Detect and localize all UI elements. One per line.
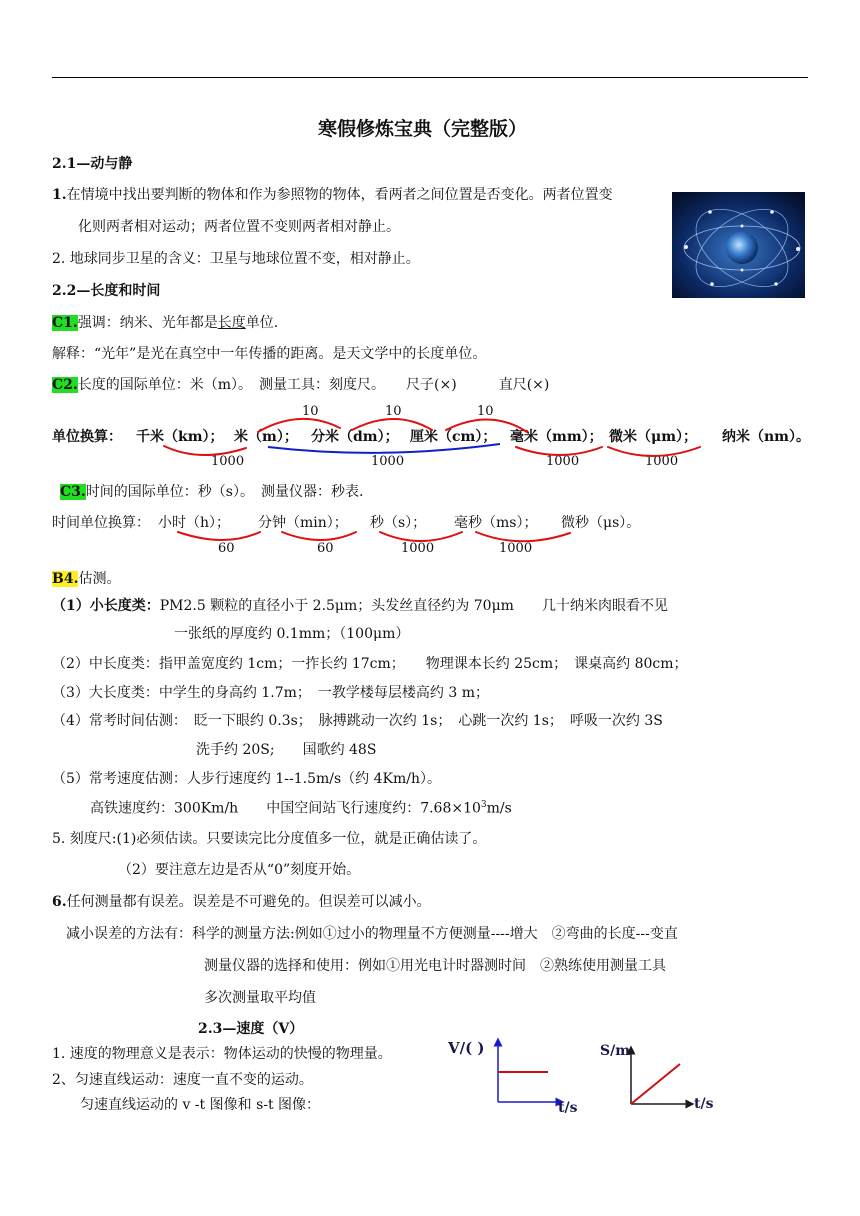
- section-heading-2-1: 2.1—动与静: [52, 156, 133, 172]
- time-unit-us: 微秒（μs）。: [561, 515, 641, 531]
- arc-h-min: [178, 532, 260, 540]
- paragraph-6-number: 6.: [52, 894, 67, 910]
- arc-s-ms: [380, 532, 462, 541]
- estimate-5-cont-a: 高铁速度约：300Km/h 中国空间站飞行速度约：7.68×10: [90, 800, 481, 817]
- c3-tag: C3.: [60, 484, 86, 500]
- arc-min-s: [282, 532, 356, 540]
- estimate-1-label: （1）小长度类：: [52, 598, 160, 614]
- estimate-2: （2）中长度类：指甲盖宽度约 1cm；一拃长约 17cm； 物理课本长约 25cm； 课桌高约 80cm；: [52, 656, 688, 672]
- page-title: 寒假修炼宝典（完整版）: [318, 118, 528, 140]
- st-graph: [598, 1036, 738, 1116]
- arc-ms-us: [476, 532, 570, 541]
- c1-post: 单位.: [245, 315, 279, 331]
- c1-pre: 强调：纳米、光年都是: [77, 315, 218, 331]
- paragraph-6-text: 任何测量都有误差。误差是不可避免的。但误差可以减小。: [66, 894, 431, 910]
- estimate-3: （3）大长度类：中学生的身高约 1.7m； 一教学楼每层楼高约 3 m；: [52, 685, 489, 701]
- vt-y-label: V/( ): [448, 1039, 485, 1057]
- arc-dm-cm: [352, 419, 432, 430]
- ratio-bottom-1: 1000: [211, 454, 245, 469]
- c1-underlined: 长度: [217, 315, 246, 331]
- b4-text: 估测。: [78, 571, 121, 587]
- reduce-error-2: 测量仪器的选择和使用：例如①用光电计时器测时间 ②熟练使用测量工具: [204, 958, 666, 974]
- paragraph-1-cont: 化则两者相对运动；两者位置不变则两者相对静止。: [78, 219, 400, 235]
- estimate-5-sup: 3: [480, 800, 487, 810]
- paragraph-1-text: 在情境中找出要判断的物体和作为参照物的物体，看两者之间位置是否变化。两者位置变: [66, 187, 613, 203]
- time-ratio-4: 1000: [499, 541, 533, 556]
- unit-dm: 分米（dm）；: [311, 429, 399, 445]
- unit-m: 米（m）；: [234, 429, 298, 445]
- unit-cm: 厘米（cm）；: [410, 429, 497, 445]
- arc-mm-um: [516, 447, 602, 455]
- unit-um: 微米（μm）；: [609, 429, 698, 445]
- ratio-bottom-2: 1000: [371, 454, 405, 469]
- c1-tag: C1.: [52, 315, 78, 331]
- time-unit-ms: 毫秒（ms）；: [454, 515, 538, 531]
- unit-label: 单位换算：: [52, 429, 122, 445]
- ratio-bottom-3: 1000: [546, 454, 580, 469]
- vt-graph: [440, 1036, 578, 1116]
- st-y-label: S/m: [600, 1043, 631, 1059]
- paragraph-2: 2. 地球同步卫星的含义：卫星与地球位置不变，相对静止。: [52, 251, 420, 267]
- paragraph-5: 5. 刻度尺:(1)必须估读。只要读完比分度值多一位，就是正确估读了。: [52, 831, 487, 847]
- unit-nm: 纳米（nm）。: [722, 429, 810, 445]
- velocity-point-3: 匀速直线运动的 v -t 图像和 s-t 图像：: [80, 1097, 321, 1113]
- velocity-point-1: 1. 速度的物理意义是表示：物体运动的快慢的物理量。: [52, 1046, 392, 1062]
- estimate-1-cont: 一张纸的厚度约 0.1mm；（100μm）: [174, 626, 410, 642]
- estimate-1-text: PM2.5 颗粒的直径小于 2.5μm；头发丝直径约为 70μm 几十纳米肉眼看不见: [159, 598, 668, 614]
- estimate-5: （5）常考速度估测：人步行速度约 1--1.5m/s（约 4Km/h）。: [52, 771, 441, 787]
- section-heading-2-3: 2.3—速度（V）: [198, 1021, 304, 1037]
- arc-km-m: [164, 446, 246, 455]
- arc-m-cm-blue: [268, 444, 500, 453]
- estimate-5-cont-b: m/s: [486, 800, 512, 817]
- st-x-label: t/s: [694, 1096, 714, 1112]
- c2-tag: C2.: [52, 377, 78, 393]
- c3-text: 时间的国际单位：秒（s）。 测量仪器：秒表.: [85, 484, 364, 500]
- time-unit-h: 小时（h）；: [158, 515, 231, 531]
- vt-x-label: t/s: [558, 1100, 578, 1116]
- velocity-point-2: 2、匀速直线运动：速度一直不变的运动。: [52, 1072, 313, 1088]
- reduce-error-1: 减小误差的方法有：科学的测量方法:例如①过小的物理量不方便测量----增大 ②弯曲的长度---变直: [66, 926, 678, 942]
- ratio-top-3: 10: [477, 404, 494, 419]
- arc-um-nm: [608, 447, 700, 456]
- c2-text: 长度的国际单位：米（m）。 测量工具：刻度尺。 尺子(×) 直尺(×): [77, 377, 550, 393]
- time-ratio-2: 60: [317, 541, 334, 556]
- time-ratio-3: 1000: [401, 541, 435, 556]
- ratio-bottom-4: 1000: [645, 454, 679, 469]
- unit-km: 千米（km）；: [136, 429, 224, 445]
- paragraph-1-number: 1.: [52, 187, 67, 203]
- arc-cm-mm: [446, 419, 527, 432]
- paragraph-5-cont: （2）要注意左边是否从“0”刻度开始。: [118, 862, 361, 878]
- estimate-4: （4）常考时间估测： 眨一下眼约 0.3s； 脉搏跳动一次约 1s； 心跳一次约 1s； 呼吸一次约 3S: [52, 713, 663, 729]
- reduce-error-3: 多次测量取平均值: [204, 990, 316, 1006]
- ratio-top-2: 10: [385, 404, 402, 419]
- section-heading-2-2: 2.2—长度和时间: [52, 283, 161, 299]
- time-label: 时间单位换算：: [52, 515, 150, 531]
- explanation: 解释：“光年”是光在真空中一年传播的距离。是天文学中的长度单位。: [52, 346, 487, 362]
- time-unit-s: 秒（s）；: [370, 515, 427, 531]
- b4-tag: B4.: [52, 571, 79, 587]
- time-ratio-1: 60: [218, 541, 235, 556]
- time-unit-min: 分钟（min）；: [258, 515, 348, 531]
- unit-mm: 毫米（mm）；: [510, 429, 603, 445]
- ratio-top-1: 10: [302, 404, 319, 419]
- st-line: [631, 1064, 680, 1104]
- arc-m-dm: [258, 419, 340, 432]
- estimate-4-cont: 洗手约 20S; 国歌约 48S: [196, 742, 377, 758]
